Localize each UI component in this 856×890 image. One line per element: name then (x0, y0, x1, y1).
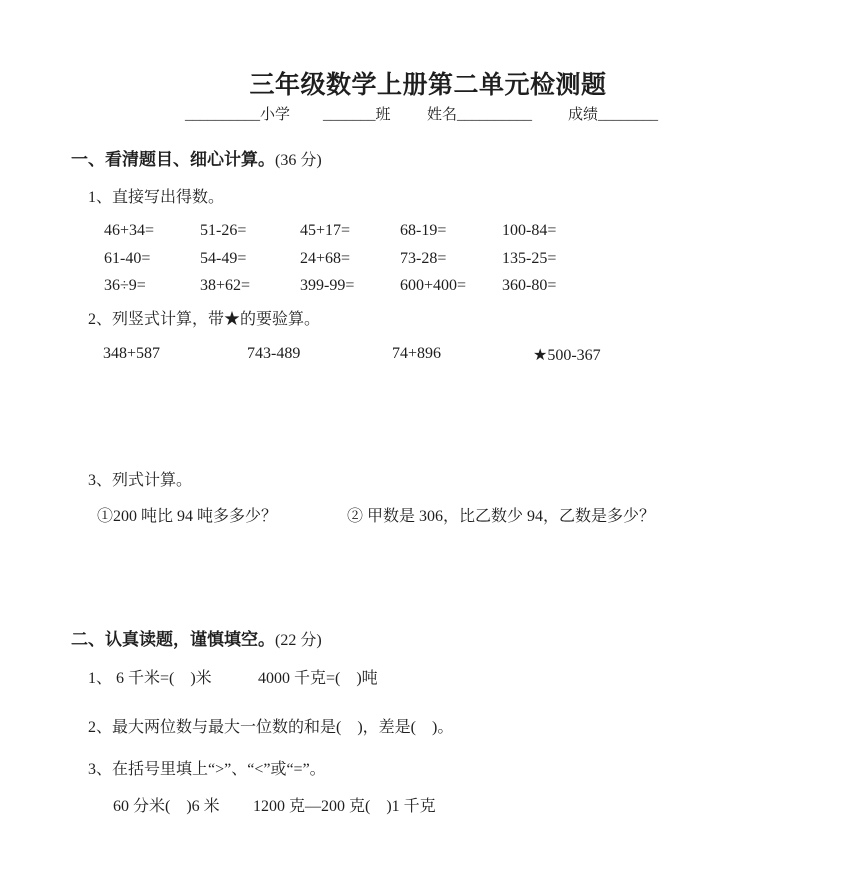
part1-label: 1、直接写出得数。 (88, 189, 225, 206)
calc-problem: 45+17= (300, 222, 351, 239)
section-two-heading-text: 二、认真读题，谨慎填空。 (71, 630, 275, 649)
calc-problem: 61-40= (104, 249, 151, 267)
calc-problem: 73-28= (400, 249, 447, 267)
page-title: 三年级数学上册第二单元检测题 (249, 71, 607, 99)
calc-problem: 51-26= (200, 222, 247, 239)
school-blank: __________小学 (185, 107, 291, 123)
section-one-heading (71, 145, 322, 170)
part3-label: 3、列式计算。 (88, 472, 193, 489)
word-problem-1: ①200 吨比 94 吨多多少？ (97, 508, 278, 525)
fill-blank-q1-left: 1、 6 千米=( )米 (88, 670, 212, 687)
class-blank: _______班 (323, 107, 391, 123)
calc-problem: 68-19= (400, 222, 447, 239)
compare-q3-right: 1200 克—200 克( )1 千克 (253, 798, 436, 815)
section-two-heading (71, 625, 322, 650)
section-one-points: (36 分) (275, 152, 322, 169)
calc-problem: 100-84= (502, 222, 557, 239)
calc-problem: 46+34= (104, 222, 155, 239)
calc-problem: 600+400= (400, 277, 467, 294)
mental-math-grid (104, 217, 556, 300)
fill-blank-q3: 3、在括号里填上“>”、“<”或“=”。 (88, 761, 326, 778)
fill-blank-q1-right: 4000 千克=( )吨 (258, 670, 378, 687)
name-blank: 姓名__________ (427, 107, 533, 123)
calc-problem: 24+68= (300, 249, 351, 267)
vertical-calc-problem: 74+896 (392, 345, 442, 362)
score-blank: 成绩________ (568, 107, 659, 123)
section-two-points: (22 分) (275, 632, 322, 649)
compare-q3-left: 60 分米( )6 米 (113, 798, 220, 815)
calc-problem: 36÷9= (104, 277, 146, 294)
fill-blank-q2: 2、最大两位数与最大一位数的和是( )，差是( )。 (88, 719, 454, 736)
vertical-calc-problem: 743-489 (247, 345, 301, 362)
calc-problem: 135-25= (502, 249, 557, 267)
vertical-calc-problem: 348+587 (103, 345, 161, 362)
calc-problem: 399-99= (300, 277, 355, 294)
section-one-heading-text: 一、看清题目、细心计算。 (71, 150, 275, 169)
calc-problem: 54-49= (200, 249, 247, 267)
vertical-calc-problem-starred: ★500-367 (533, 347, 601, 364)
calc-problem: 38+62= (200, 277, 251, 294)
calc-problem: 360-80= (502, 277, 557, 294)
part2-label: 2、列竖式计算，带★的要验算。 (88, 311, 321, 328)
word-problem-2: ② 甲数是 306，比乙数少 94，乙数是多少？ (347, 508, 656, 525)
